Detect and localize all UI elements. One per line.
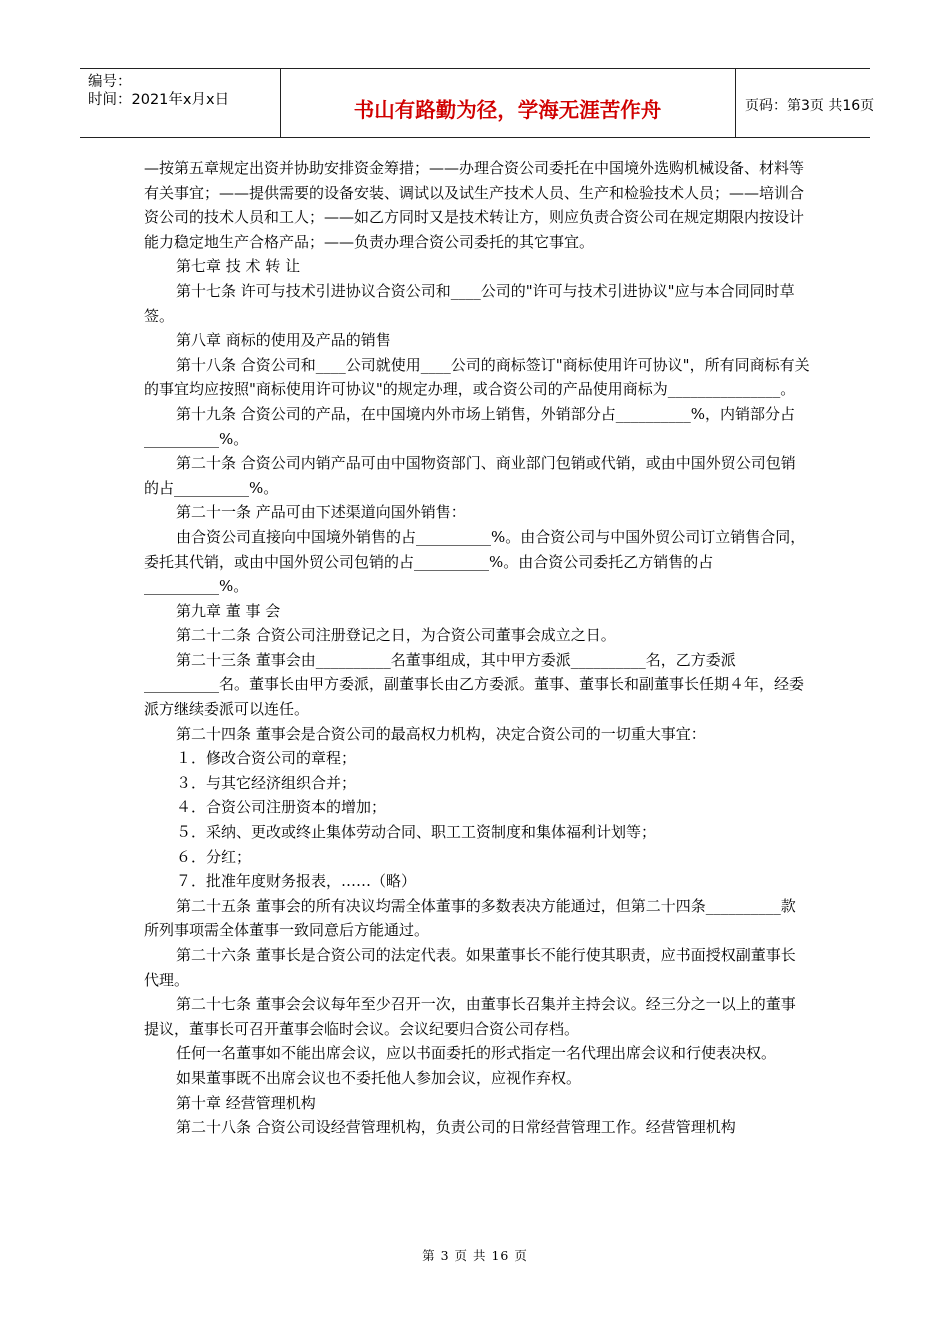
document-body (144, 156, 810, 1140)
paragraph-continuation: —按第五章规定出资并协助安排资金筹措；——办理合资公司委托在中国境外选购机械设备、材料等有关事宜；——提供需要的设备安装、调试以及试生产技术人员、生产和检验技术人员；——培训合资公司的技术人员和工人；——如乙方同时又是技术转让方，则应负责合资公司在规定期限内按设计能力稳定地生产合格产品；——负责办理合资公司委托的其它事宜。 (144, 159, 805, 251)
document-number-label: 编号： (88, 74, 132, 90)
article-paragraph: 第二十二条 合资公司注册登记之日，为合资公司董事会成立之日。 (176, 626, 616, 645)
article-paragraph: 第二十一条 产品可由下述渠道向国外销售： (176, 503, 466, 522)
list-item: ４．合资公司注册资本的增加； (176, 798, 387, 817)
list-item: ３．与其它经济组织合并； (176, 773, 357, 792)
header-page-cell (735, 69, 875, 137)
chapter-heading: 第九章 董 事 会 (176, 601, 281, 620)
page-footer: 第 3 页 共 16 页 (422, 1248, 528, 1263)
article-paragraph: 第二十三条 董事会由__________名董事组成，其中甲方委派__________名，乙方委派__________名。董事长由甲方委派，副董事长由乙方委派。董事、董事长和副董事长任期４年，经委派方继续委派可以连任。 (144, 650, 805, 719)
article-paragraph: 第二十五条 董事会的所有决议均需全体董事的多数表决方能通过，但第二十四条__________款所列事项需全体董事一致同意后方能通过。 (144, 896, 796, 940)
list-item: ６．分红； (176, 847, 252, 866)
document-date-label: 时间：2021年x月x日 (88, 92, 230, 108)
list-item: １．修改合资公司的章程； (176, 749, 357, 768)
article-paragraph: 第二十八条 合资公司设经营管理机构，负责公司的日常经营管理工作。经营管理机构 (176, 1118, 736, 1137)
chapter-heading: 第八章 商标的使用及产品的销售 (176, 331, 391, 350)
article-paragraph: 第二十六条 董事长是合资公司的法定代表。如果董事长不能行使其职责，应书面授权副董事长代理。 (144, 946, 796, 989)
document-header (80, 68, 875, 138)
list-item: ７．批准年度财务报表，……（略） (176, 872, 417, 891)
chapter-heading: 第十章 经营管理机构 (176, 1093, 316, 1112)
article-paragraph: 第二十七条 董事会会议每年至少召开一次，由董事长召集并主持会议。经三分之一以上的董事提议，董事长可召开董事会临时会议。会议纪要归合资公司存档。 (144, 995, 796, 1038)
article-paragraph: 第二十条 合资公司内销产品可由中国物资部门、商业部门包销或代销，或由中国外贸公司包销的占__________%。 (144, 454, 796, 497)
header-motto: 书山有路勤为径，学海无涯苦作舟 (353, 98, 662, 122)
article-paragraph: 第十七条 许可与技术引进协议合资公司和____公司的"许可与技术引进协议"应与本合同同时草签。 (144, 281, 795, 325)
article-paragraph: 由合资公司直接向中国境外销售的占__________%。由合资公司与中国外贸公司订立销售合同，委托其代销，或由中国外贸公司包销的占__________%。由合资公司委托乙方销售的占__________%。 (144, 527, 806, 596)
header-page-code: 页码：第3页 共16页 (745, 98, 875, 114)
article-paragraph: 如果董事既不出席会议也不委托他人参加会议，应视作弃权。 (176, 1068, 582, 1087)
article-paragraph: 第二十四条 董事会是合资公司的最高权力机构，决定合资公司的一切重大事宜： (176, 724, 706, 743)
header-motto-cell (280, 69, 736, 137)
list-item: ５．采纳、更改或终止集体劳动合同、职工工资制度和集体福利计划等； (176, 823, 657, 842)
article-paragraph: 第十九条 合资公司的产品，在中国境内外市场上销售，外销部分占__________%，内销部分占__________%。 (144, 404, 796, 448)
header-left-cell (80, 69, 281, 137)
chapter-heading: 第七章 技 术 转 让 (176, 257, 301, 276)
article-paragraph: 第十八条 合资公司和____公司就使用____公司的商标签订"商标使用许可协议"，所有同商标有关的事宜均应按照"商标使用许可协议"的规定办理，或合资公司的产品使用商标为_______________。 (144, 355, 810, 399)
article-paragraph: 任何一名董事如不能出席会议，应以书面委托的形式指定一名代理出席会议和行使表决权。 (176, 1044, 777, 1063)
